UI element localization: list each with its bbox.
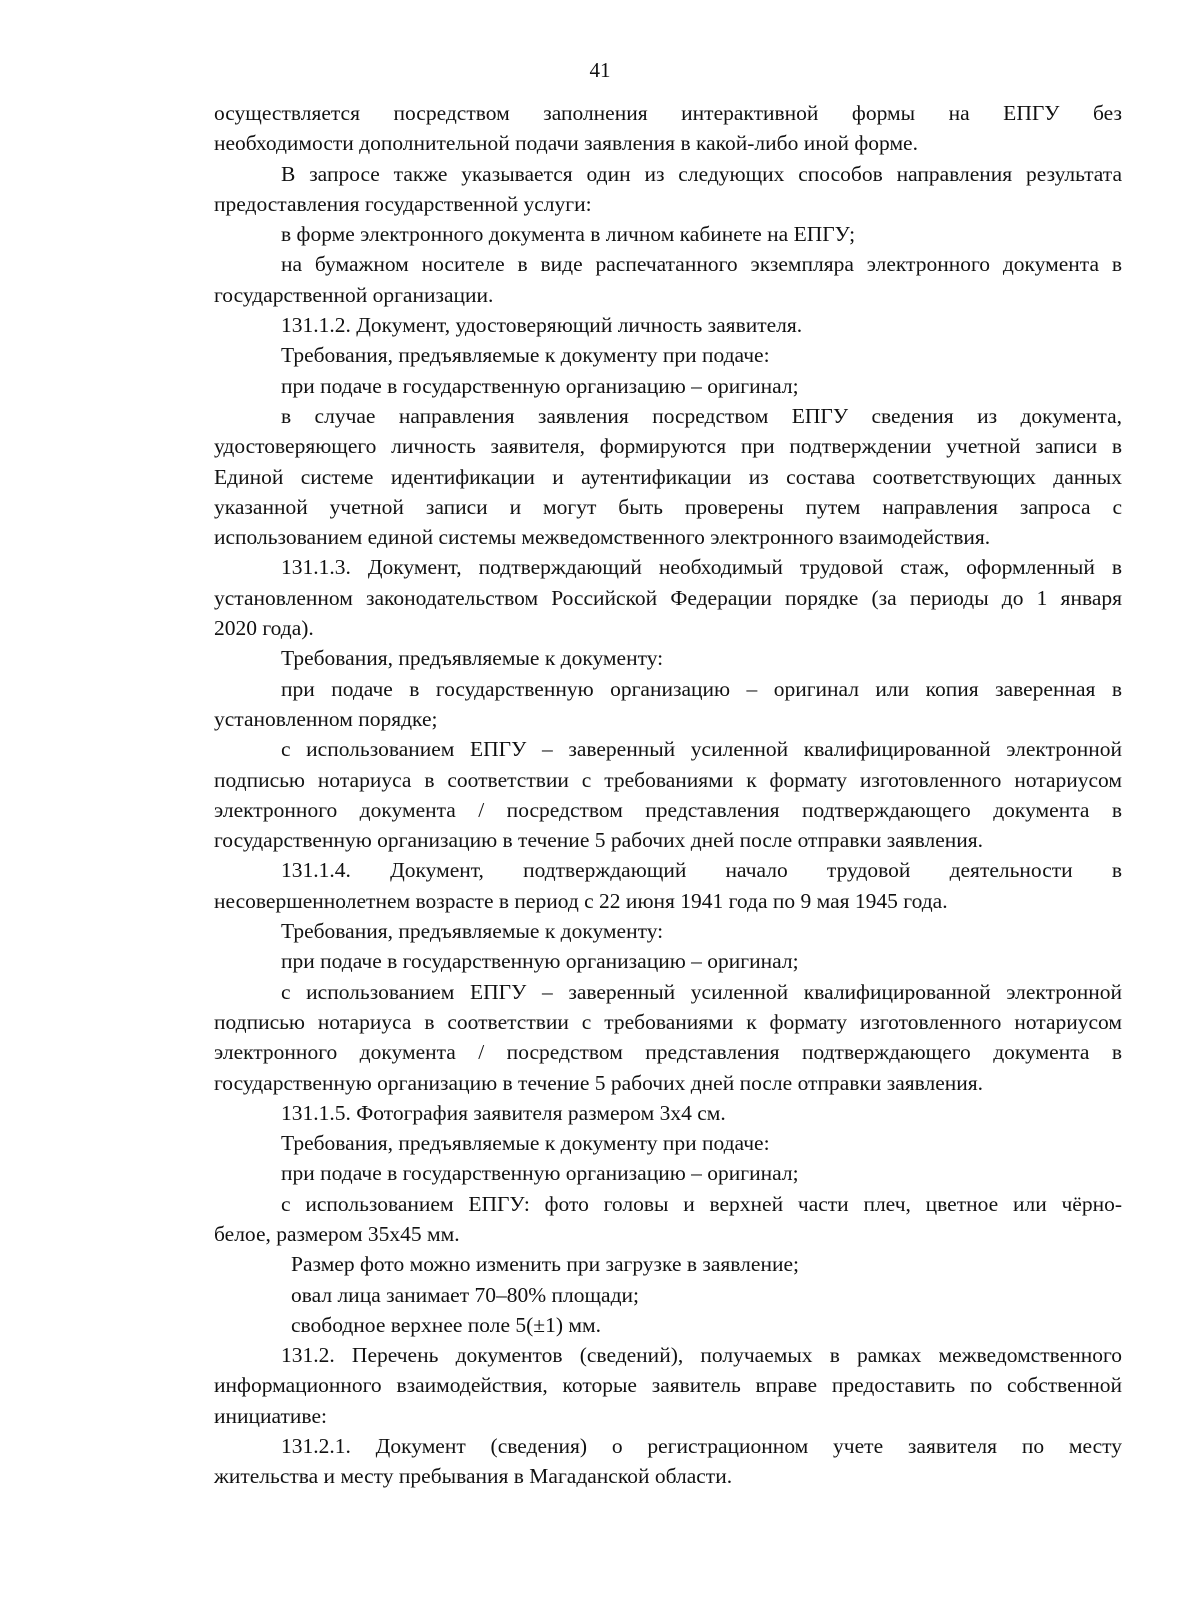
text-line: 131.1.2. Документ, удостоверяющий личность заявителя.	[281, 313, 803, 338]
text-line: жительства и месту пребывания в Магаданской области.	[214, 1464, 733, 1489]
text-line: в случае направления заявления посредством ЕПГУ сведения из документа,	[281, 403, 1122, 428]
text-line: при подаче в государственную организацию – оригинал или копия заверенная в	[281, 676, 1122, 701]
text-line: установленном законодательством Российской Федерации порядке (за периоды до 1 января	[214, 585, 1122, 610]
text-line: Требования, предъявляемые к документу при подаче:	[281, 343, 770, 368]
document-body	[214, 98, 1122, 1492]
text-line: 131.1.4. Документ, подтверждающий начало трудовой деятельности в	[281, 858, 1122, 883]
text-line: указанной учетной записи и могут быть проверены путем направления запроса с	[214, 494, 1122, 519]
text-line: 2020 года).	[214, 616, 314, 641]
text-line: Требования, предъявляемые к документу при подаче:	[281, 1131, 770, 1156]
text-line: 131.1.3. Документ, подтверждающий необходимый трудовой стаж, оформленный в	[281, 555, 1122, 580]
text-line: государственной организации.	[214, 282, 494, 307]
page-number: 41	[589, 58, 611, 82]
text-line: электронного документа / посредством представления подтверждающего документа в	[214, 1040, 1122, 1065]
text-line: информационного взаимодействия, которые заявитель вправе предоставить по собственной	[214, 1373, 1122, 1398]
text-line: подписью нотариуса в соответствии с требованиями к формату изготовленного нотариусом	[214, 767, 1122, 792]
text-line: В запросе также указывается один из следующих способов направления результата	[281, 161, 1122, 186]
text-line: при подаче в государственную организацию – оригинал;	[281, 1161, 799, 1186]
text-line: 131.2. Перечень документов (сведений), получаемых в рамках межведомственного	[281, 1343, 1122, 1368]
text-line: 131.1.5. Фотография заявителя размером 3х4 см.	[281, 1100, 726, 1125]
text-line: предоставления государственной услуги:	[214, 191, 592, 216]
text-line: Единой системе идентификации и аутентификации из состава соответствующих данных	[214, 464, 1122, 489]
text-line: с использованием ЕПГУ: фото головы и верхней части плеч, цветное или чёрно-	[281, 1191, 1122, 1216]
text-line: Требования, предъявляемые к документу:	[281, 919, 664, 944]
text-line: в форме электронного документа в личном кабинете на ЕПГУ;	[281, 222, 856, 247]
text-line: государственную организацию в течение 5 рабочих дней после отправки заявления.	[214, 828, 984, 853]
text-line: подписью нотариуса в соответствии с требованиями к формату изготовленного нотариусом	[214, 1009, 1122, 1034]
text-line: необходимости дополнительной подачи заявления в какой-либо иной форме.	[214, 131, 918, 156]
text-line: с использованием ЕПГУ – заверенный усиленной квалифицированной электронной	[281, 979, 1122, 1004]
text-line: Требования, предъявляемые к документу:	[281, 646, 664, 671]
text-line: несовершеннолетнем возрасте в период с 22 июня 1941 года по 9 мая 1945 года.	[214, 888, 948, 913]
text-line: овал лица занимает 70–80% площади;	[291, 1282, 640, 1307]
text-line: инициативе:	[214, 1403, 327, 1428]
text-line: с использованием ЕПГУ – заверенный усиленной квалифицированной электронной	[281, 737, 1122, 762]
text-line: осуществляется посредством заполнения интерактивной формы на ЕПГУ без	[214, 101, 1122, 125]
text-line: на бумажном носителе в виде распечатанного экземпляра электронного документа в	[281, 252, 1122, 277]
text-line: при подаче в государственную организацию – оригинал;	[281, 949, 799, 974]
text-line: 131.2.1. Документ (сведения) о регистрационном учете заявителя по месту	[281, 1434, 1122, 1459]
text-line: свободное верхнее поле 5(±1) мм.	[291, 1312, 601, 1337]
text-line: использованием единой системы межведомственного электронного взаимодействия.	[214, 525, 991, 550]
text-line: белое, размером 35х45 мм.	[214, 1221, 460, 1246]
text-line: при подаче в государственную организацию – оригинал;	[281, 373, 799, 398]
text-line: государственную организацию в течение 5 рабочих дней после отправки заявления.	[214, 1070, 984, 1095]
text-line: удостоверяющего личность заявителя, формируются при подтверждении учетной записи в	[214, 434, 1122, 459]
text-line: Размер фото можно изменить при загрузке в заявление;	[291, 1252, 799, 1277]
text-line: установленном порядке;	[214, 706, 438, 731]
text-line: электронного документа / посредством представления подтверждающего документа в	[214, 797, 1122, 822]
